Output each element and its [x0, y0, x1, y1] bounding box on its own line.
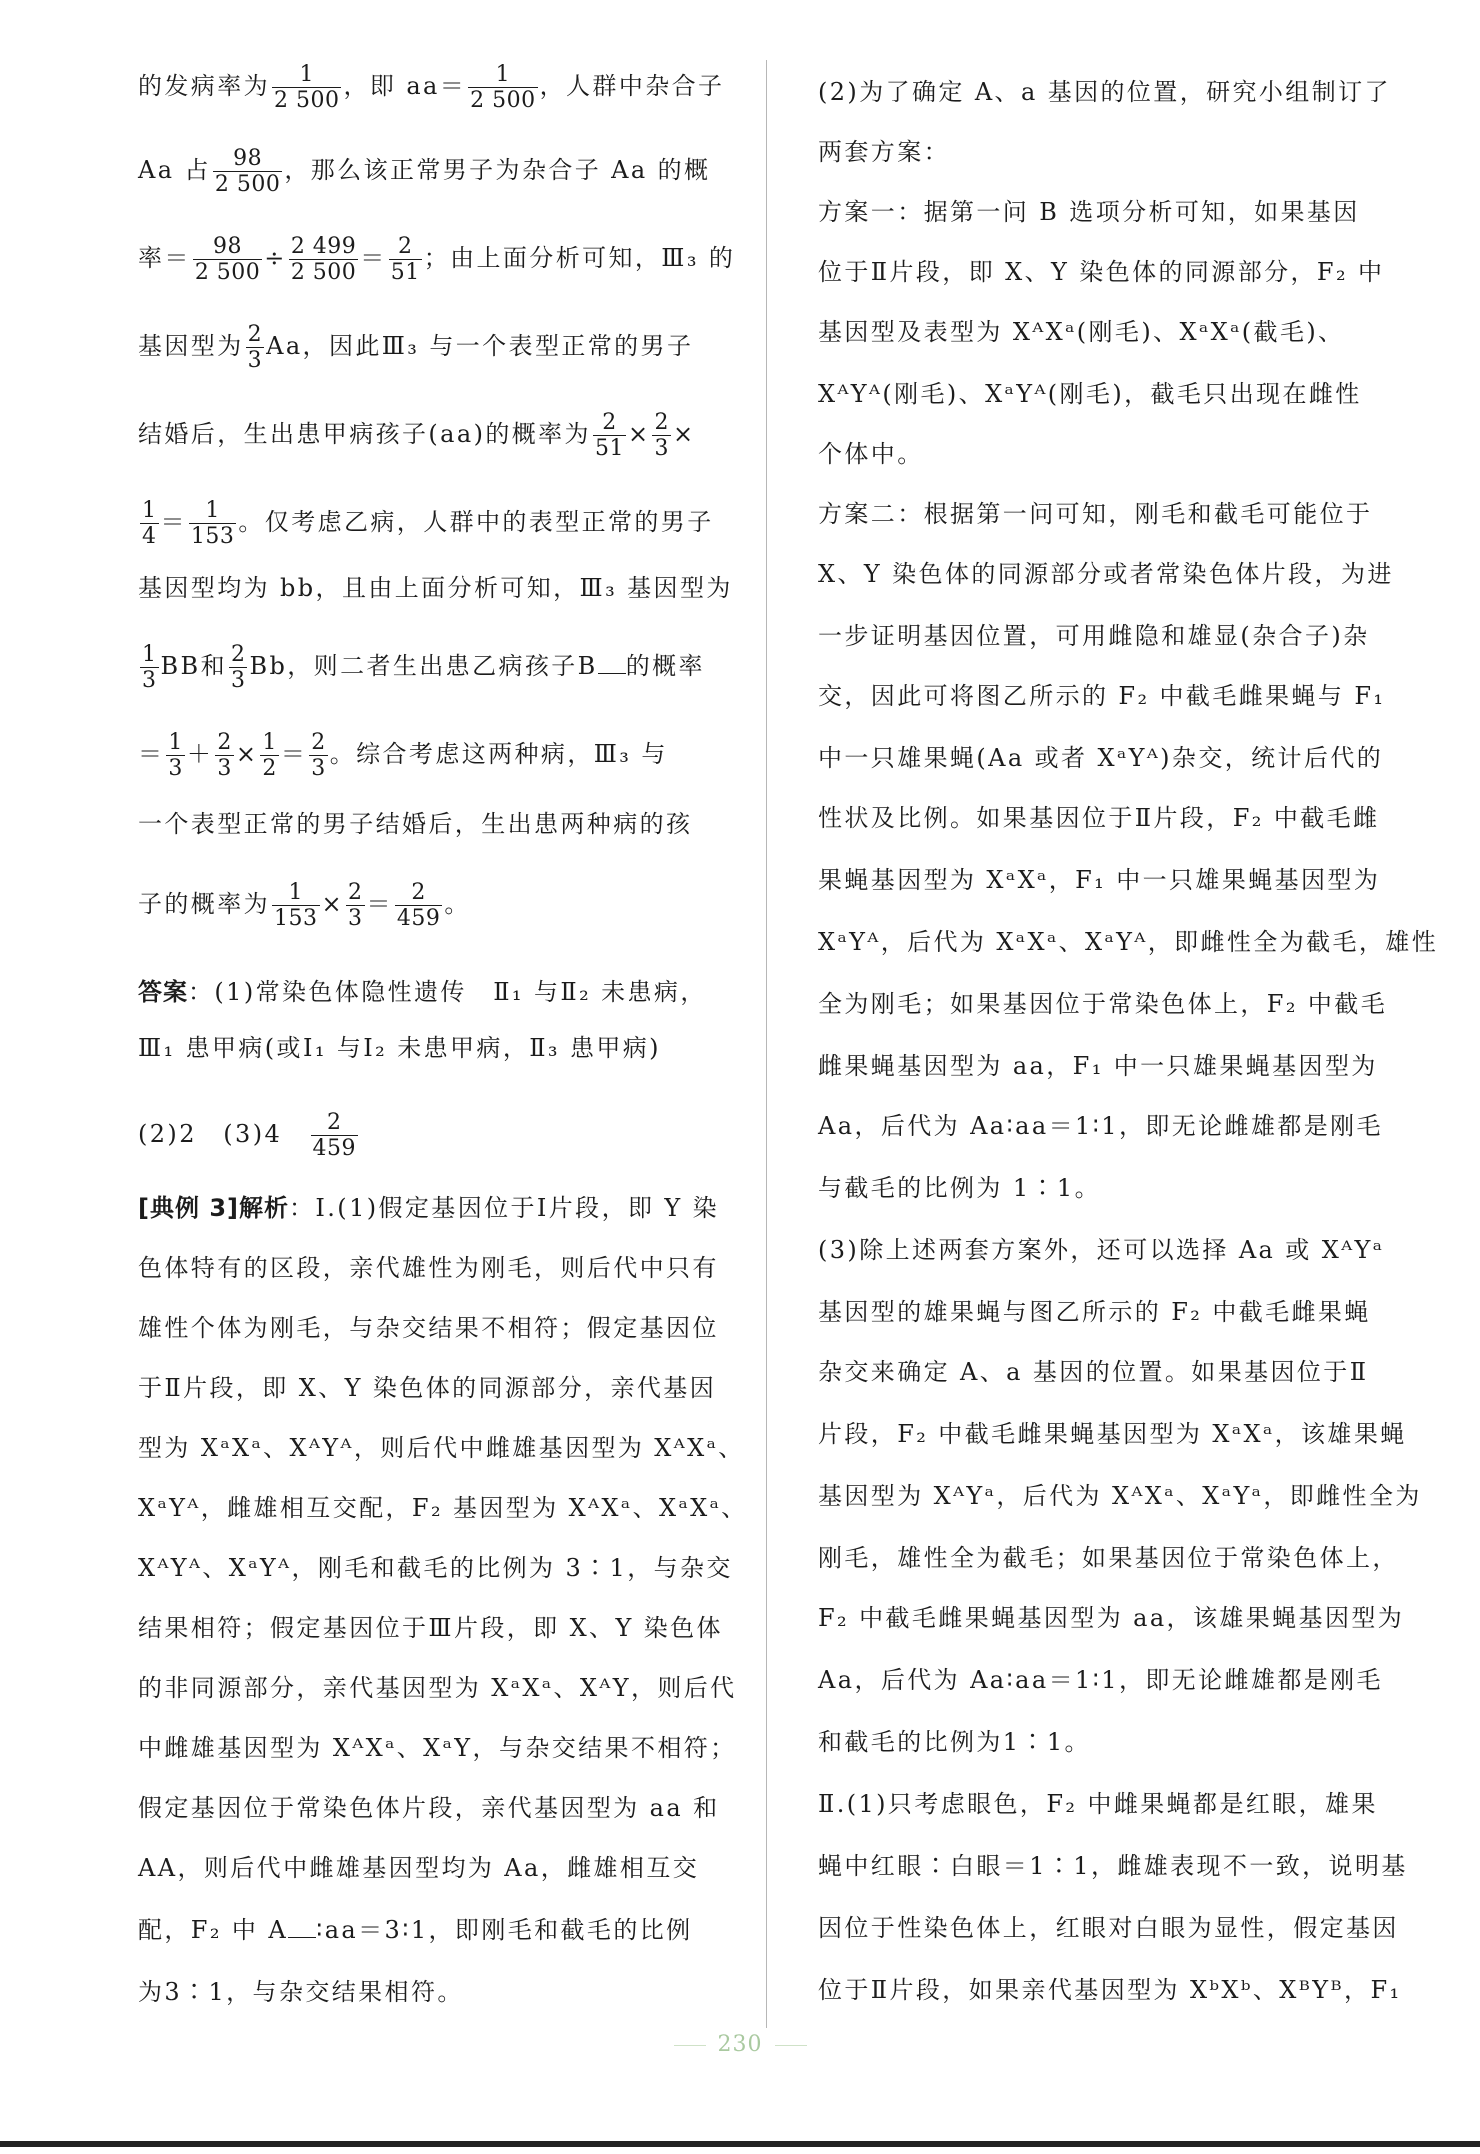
- text-line: [818, 1168, 1408, 1208]
- text-run: XᴬYᴬ(刚毛)、XᵃYᴬ(刚毛)，截毛只出现在雌性: [818, 380, 1362, 408]
- text-run: XᴬYᴬ、XᵃYᴬ，刚毛和截毛的比例为 3∶1，与杂交: [138, 1554, 733, 1582]
- text-run: ∶aa＝3∶1，即刚毛和截毛的比例: [316, 1916, 693, 1944]
- text-run: 结果相符；假定基因位于Ⅲ片段，即 X、Y 染色体: [138, 1614, 723, 1642]
- text-line: [818, 1970, 1408, 2010]
- text-run: BB和: [160, 652, 227, 680]
- fraction-numerator: 2: [348, 880, 363, 905]
- text-line: [818, 132, 1408, 172]
- text-run: 因位于性染色体上，红眼对白眼为显性，假定基因: [818, 1914, 1399, 1942]
- text-line: [818, 1046, 1408, 1086]
- text-run: Aa 占: [138, 156, 211, 184]
- text-line: [818, 1230, 1408, 1270]
- fraction: [189, 498, 237, 549]
- text-line: [818, 374, 1408, 414]
- fraction-numerator: 1: [262, 730, 277, 755]
- text-run: 雌果蝇基因型为 aa，F₁ 中一只雄果蝇基因型为: [818, 1052, 1378, 1080]
- fraction-denominator: 3: [311, 756, 326, 781]
- text-run: 一步证明基因位置，可用雌隐和雄显(杂合子)杂: [818, 622, 1370, 650]
- fraction-numerator: 1: [272, 880, 320, 906]
- fraction-numerator: 2: [395, 880, 443, 906]
- text-line: [818, 192, 1408, 232]
- text-run: ：(1)常染色体隐性遗传 Ⅱ₁ 与Ⅱ₂ 未患病，: [188, 978, 707, 1006]
- text-run: ×: [672, 420, 696, 448]
- fraction-denominator: 51: [390, 260, 420, 285]
- fraction-numerator: 2: [654, 410, 669, 435]
- text-run: Ⅲ₁ 患甲病(或Ⅰ₁ 与Ⅰ₂ 未患甲病，Ⅱ₃ 患甲病): [138, 1034, 661, 1062]
- text-run: ：Ⅰ.(1)假定基因位于Ⅰ片段，即 Y 染: [289, 1194, 720, 1222]
- text-run: 片段，F₂ 中截毛雌果蝇基因型为 XᵃXᵃ，该雄果蝇: [818, 1420, 1407, 1448]
- text-run: 基因型为: [138, 332, 244, 360]
- text-line: [138, 1608, 736, 1648]
- text-run: ＋: [186, 740, 214, 768]
- text-run: 。仅考虑乙病，人群中的表型正常的男子: [238, 508, 714, 536]
- text-run: 。综合考虑这两种病，Ⅲ₃ 与: [329, 740, 668, 768]
- fraction-denominator: 3: [142, 668, 157, 693]
- text-run: ；由上面分析可知，Ⅲ₃ 的: [423, 244, 736, 272]
- fraction-denominator: 459: [312, 1136, 357, 1161]
- fraction: [309, 730, 328, 781]
- fraction: [468, 62, 537, 113]
- text-run: X、Y 染色体的同源部分或者常染色体片段，为进: [818, 560, 1394, 588]
- bold-label: 答案: [138, 978, 188, 1006]
- fraction-denominator: 2 500: [290, 260, 357, 285]
- fraction-numerator: 1: [142, 498, 157, 523]
- text-line: [138, 1188, 736, 1228]
- answer-blank: [288, 1915, 316, 1938]
- fraction: [289, 234, 358, 285]
- text-run: 的非同源部分，亲代基因型为 XᵃXᵃ、XᴬY，则后代: [138, 1674, 737, 1702]
- text-line: [138, 568, 736, 608]
- text-run: 方案二：根据第一问可知，刚毛和截毛可能位于: [818, 500, 1373, 528]
- text-line: [138, 1028, 736, 1068]
- text-line: [818, 72, 1408, 112]
- text-run: 全为刚毛；如果基因位于常染色体上，F₂ 中截毛: [818, 990, 1388, 1018]
- text-line: [818, 1846, 1408, 1886]
- text-run: 。: [444, 890, 471, 918]
- fraction-denominator: 3: [654, 436, 669, 461]
- text-line: [818, 1106, 1408, 1146]
- fraction: [652, 410, 671, 461]
- text-run: 方案一：据第一问 B 选项分析可知，如果基因: [818, 198, 1360, 226]
- fraction-numerator: 2: [593, 410, 626, 436]
- text-line: [818, 860, 1408, 900]
- text-run: (2)2 (3)4: [138, 1120, 309, 1148]
- text-run: ＝: [160, 508, 187, 536]
- column-divider: [766, 60, 767, 2028]
- fraction-denominator: 153: [190, 524, 235, 549]
- fraction: [593, 410, 626, 461]
- text-run: Ⅱ.(1)只考虑眼色，F₂ 中雌果蝇都是红眼，雄果: [818, 1790, 1378, 1818]
- text-line: [818, 252, 1408, 292]
- text-run: 基因型的雄果蝇与图乙所示的 F₂ 中截毛雌果蝇: [818, 1298, 1371, 1326]
- text-run: 位于Ⅱ片段，如果亲代基因型为 XᵇXᵇ、XᴮYᴮ，F₁: [818, 1976, 1402, 2004]
- text-line: [818, 1292, 1408, 1332]
- text-run: ×: [321, 890, 345, 918]
- text-line: [818, 312, 1408, 352]
- text-run: 位于Ⅱ片段，即 X、Y 染色体的同源部分，F₂ 中: [818, 258, 1385, 286]
- fraction-numerator: 2: [311, 730, 326, 755]
- text-run: Aa，因此Ⅲ₃ 与一个表型正常的男子: [266, 332, 694, 360]
- text-run: F₂ 中截毛雌果蝇基因型为 aa，该雄果蝇基因型为: [818, 1604, 1405, 1632]
- text-line: [818, 1722, 1408, 1762]
- text-run: 与截毛的比例为 1∶1。: [818, 1174, 1101, 1202]
- text-run: ，即 aa＝: [343, 72, 467, 100]
- text-run: Bb，则二者生出患乙病孩子B: [249, 652, 598, 680]
- fraction-denominator: 153: [274, 906, 318, 931]
- fraction-numerator: 2: [230, 642, 246, 667]
- fraction-numerator: 1: [468, 62, 537, 88]
- fraction: [272, 880, 320, 931]
- text-run: XᵃYᴬ，后代为 XᵃXᵃ、XᵃYᴬ，即雌性全为截毛，雄性: [818, 928, 1439, 956]
- text-run: 中一只雄果蝇(Aa 或者 XᵃYᴬ)杂交，统计后代的: [818, 744, 1384, 772]
- fraction-denominator: 3: [230, 668, 246, 693]
- fraction-numerator: 2: [217, 730, 232, 755]
- text-line: [818, 1538, 1408, 1578]
- bottom-rule: [0, 2141, 1480, 2147]
- fraction: [346, 880, 365, 931]
- fraction: [311, 1110, 359, 1161]
- text-line: [138, 730, 736, 781]
- text-run: AA，则后代中雌雄基因型均为 Aa，雌雄相互交: [138, 1854, 700, 1882]
- bold-label: [典例 3]: [138, 1194, 239, 1222]
- text-line: [138, 1248, 736, 1288]
- text-run: ×: [627, 420, 651, 448]
- text-line: [818, 494, 1408, 534]
- fraction: [193, 234, 262, 285]
- text-line: [818, 1784, 1408, 1824]
- fraction-denominator: 2: [262, 756, 277, 781]
- fraction-denominator: 3: [247, 348, 263, 373]
- fraction: [395, 880, 443, 931]
- text-run: Aa，后代为 Aa∶aa＝1∶1，即无论雌雄都是刚毛: [818, 1666, 1383, 1694]
- text-run: 两套方案：: [818, 138, 950, 166]
- text-run: (3)除上述两套方案外，还可以选择 Aa 或 XᴬYᵃ: [818, 1236, 1385, 1264]
- fraction-numerator: 2: [311, 1110, 359, 1136]
- text-line: [818, 1414, 1408, 1454]
- text-line: [818, 616, 1408, 656]
- text-line: [138, 642, 736, 693]
- fraction-denominator: 459: [396, 906, 441, 931]
- text-run: 杂交来确定 A、a 基因的位置。如果基因位于Ⅱ: [818, 1358, 1369, 1386]
- fraction-numerator: 1: [168, 730, 183, 755]
- fraction-numerator: 98: [193, 234, 262, 260]
- text-run: 雄性个体为刚毛，与杂交结果不相符；假定基因位: [138, 1314, 719, 1342]
- fraction: [213, 146, 282, 197]
- text-run: Aa，后代为 Aa∶aa＝1∶1，即无论雌雄都是刚毛: [818, 1112, 1383, 1140]
- text-line: [818, 1352, 1408, 1392]
- fraction-numerator: 2: [247, 322, 263, 347]
- text-run: 色体特有的区段，亲代雄性为刚毛，则后代中只有: [138, 1254, 719, 1282]
- text-run: 的概率: [625, 652, 705, 680]
- text-line: [138, 1488, 748, 1528]
- text-run: 性状及比例。如果基因位于Ⅱ片段，F₂ 中截毛雌: [818, 804, 1380, 832]
- text-run: 基因型为 XᴬYᵃ，后代为 XᴬXᵃ、XᵃYᵃ，即雌性全为: [818, 1482, 1422, 1510]
- fraction: [166, 730, 185, 781]
- fraction-denominator: 2 500: [214, 172, 281, 197]
- fraction-numerator: 1: [272, 62, 341, 88]
- text-line: [138, 1668, 736, 1708]
- text-run: 和截毛的比例为1∶1。: [818, 1728, 1091, 1756]
- fraction: [389, 234, 422, 285]
- text-run: 个体中。: [818, 440, 924, 468]
- fraction-denominator: 2 500: [470, 88, 536, 113]
- text-line: [138, 234, 736, 285]
- text-run: XᵃYᴬ，雌雄相互交配，F₂ 基因型为 XᴬXᵃ、XᵃXᵃ、: [138, 1494, 748, 1522]
- fraction-denominator: 3: [348, 906, 363, 931]
- text-line: [138, 62, 736, 113]
- text-line: [138, 1728, 736, 1768]
- text-run: 一个表型正常的男子结婚后，生出患两种病的孩: [138, 810, 693, 838]
- text-line: [818, 1598, 1408, 1638]
- text-line: [818, 1660, 1408, 1700]
- text-line: [138, 1428, 745, 1468]
- text-line: [138, 804, 736, 844]
- text-line: [138, 1788, 736, 1828]
- text-line: [138, 1110, 736, 1161]
- text-run: (2)为了确定 A、a 基因的位置，研究小组制订了: [818, 78, 1391, 106]
- text-run: 基因型及表型为 XᴬXᵃ(刚毛)、XᵃXᵃ(截毛)、: [818, 318, 1345, 346]
- text-run: 基因型均为 bb，且由上面分析可知，Ⅲ₃ 基因型为: [138, 574, 733, 602]
- fraction-denominator: 4: [142, 524, 157, 549]
- text-run: 于Ⅱ片段，即 X、Y 染色体的同源部分，亲代基因: [138, 1374, 717, 1402]
- text-line: [818, 984, 1408, 1024]
- text-line: [818, 798, 1408, 838]
- fraction: [215, 730, 234, 781]
- text-run: 型为 XᵃXᵃ、XᴬYᴬ，则后代中雌雄基因型为 XᴬXᵃ、: [138, 1434, 745, 1462]
- text-line: [138, 1972, 736, 2012]
- text-line: [138, 1910, 736, 1950]
- fraction-numerator: 1: [142, 642, 157, 667]
- text-line: [138, 498, 736, 549]
- text-line: [818, 1476, 1422, 1516]
- text-run: 率＝: [138, 244, 191, 272]
- text-line: [818, 922, 1439, 962]
- text-run: 交，因此可将图乙所示的 F₂ 中截毛雌果蝇与 F₁: [818, 682, 1386, 710]
- fraction-denominator: 2 500: [274, 88, 340, 113]
- text-line: [818, 738, 1408, 778]
- text-run: ＝: [366, 890, 393, 918]
- text-run: ＝: [138, 740, 165, 768]
- fraction-numerator: 1: [189, 498, 237, 524]
- text-line: [138, 410, 736, 461]
- text-run: ＝: [360, 244, 387, 272]
- text-run: ＝: [280, 740, 308, 768]
- text-line: [818, 1908, 1408, 1948]
- text-line: [818, 434, 1408, 474]
- fraction-denominator: 2 500: [194, 260, 261, 285]
- text-line: [138, 972, 736, 1012]
- fraction: [246, 322, 265, 373]
- text-run: ÷: [264, 244, 287, 272]
- text-line: [138, 146, 736, 197]
- text-line: [138, 1548, 736, 1588]
- answer-blank: [598, 651, 626, 674]
- text-line: [138, 322, 736, 373]
- text-run: 刚毛，雄性全为截毛；如果基因位于常染色体上，: [818, 1544, 1399, 1572]
- text-line: [138, 1308, 736, 1348]
- text-line: [818, 554, 1408, 594]
- fraction-denominator: 3: [168, 756, 183, 781]
- text-run: 配，F₂ 中 A: [138, 1916, 289, 1944]
- fraction: [272, 62, 341, 113]
- fraction: [229, 642, 248, 693]
- fraction: [260, 730, 279, 781]
- text-run: 假定基因位于常染色体片段，亲代基因型为 aa 和: [138, 1794, 720, 1822]
- bold-label: 解析: [239, 1194, 289, 1222]
- fraction-denominator: 3: [217, 756, 232, 781]
- page-number: 230: [640, 2032, 840, 2057]
- fraction-denominator: 51: [594, 436, 624, 461]
- fraction: [140, 498, 159, 549]
- fraction-numerator: 2: [389, 234, 422, 260]
- text-line: [818, 676, 1408, 716]
- fraction-numerator: 2 499: [290, 234, 357, 259]
- text-line: [138, 1848, 736, 1888]
- text-run: ，那么该正常男子为杂合子 Aa 的概: [284, 156, 711, 184]
- text-line: [138, 1368, 736, 1408]
- fraction-numerator: 98: [213, 146, 282, 172]
- text-run: 蝇中红眼∶白眼＝1∶1，雌雄表现不一致，说明基: [818, 1852, 1408, 1880]
- text-line: [138, 880, 736, 931]
- text-run: 果蝇基因型为 XᵃXᵃ，F₁ 中一只雄果蝇基因型为: [818, 866, 1381, 894]
- text-run: ×: [235, 740, 259, 768]
- text-run: 的发病率为: [138, 72, 270, 100]
- fraction: [140, 642, 159, 693]
- text-run: 为3∶1，与杂交结果相符。: [138, 1978, 464, 2006]
- text-run: 结婚后，生出患甲病孩子(aa)的概率为: [138, 420, 591, 448]
- text-run: ，人群中杂合子: [539, 72, 725, 100]
- text-run: 中雌雄基因型为 XᴬXᵃ、XᵃY，与杂交结果不相符；: [138, 1734, 737, 1762]
- text-run: 子的概率为: [138, 890, 270, 918]
